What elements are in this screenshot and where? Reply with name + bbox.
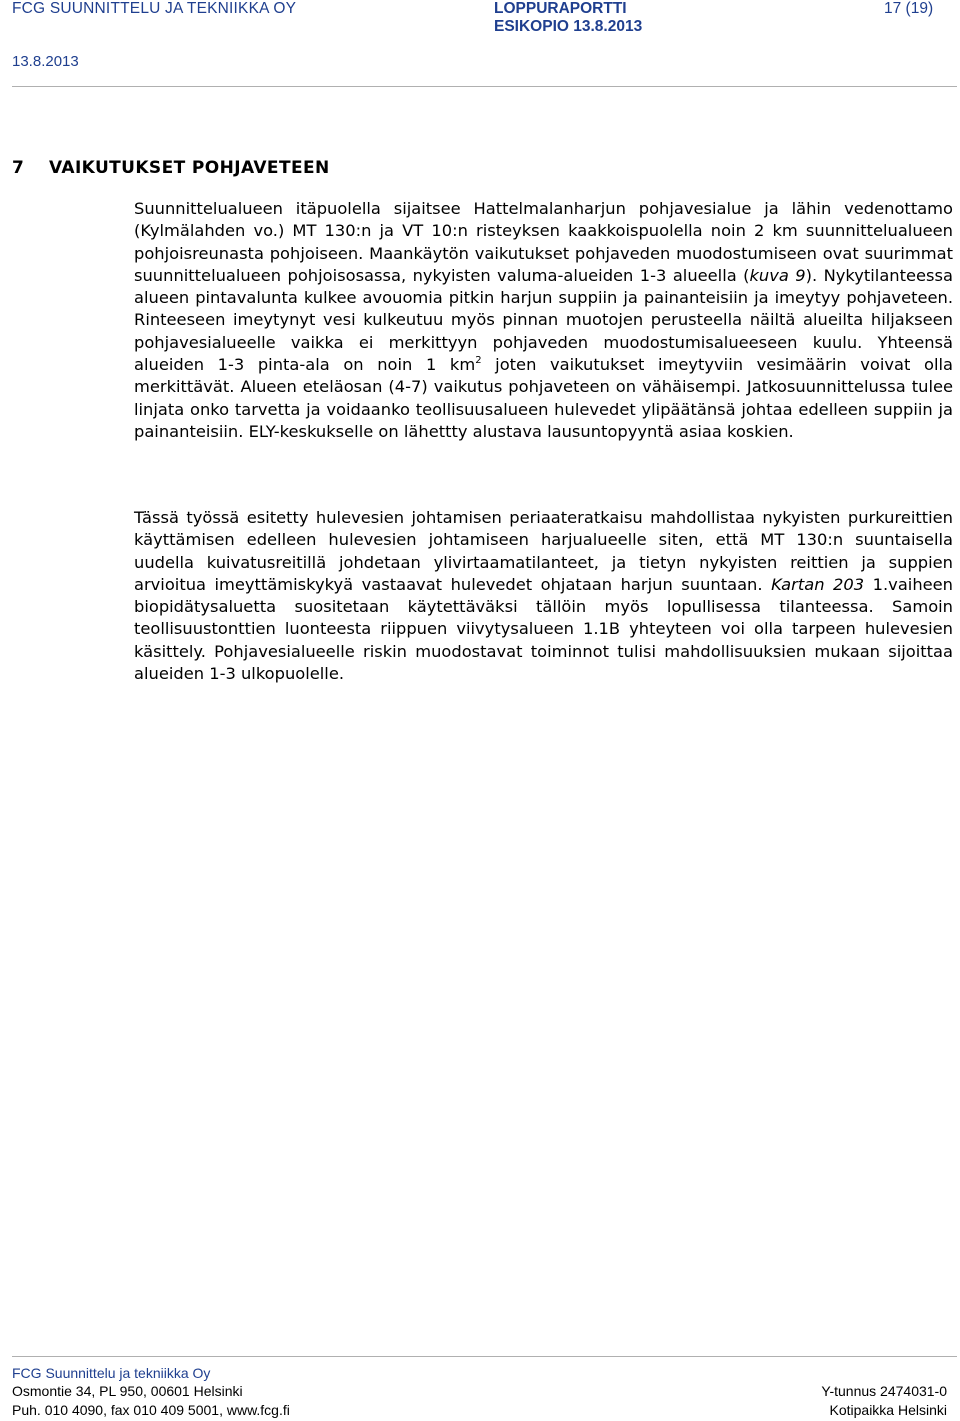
header-company: FCG SUUNNITTELU JA TEKNIIKKA OY — [12, 0, 297, 17]
paragraph-text: ). Nykytilanteessa alueen pintavalunta kulkee avouomia pitkin harjun suppiin ja painanteisiin ja imeytyy pohjaveteen. Rinteeseen imeytynyt vesi kulkeutuu myös pinnan muotojen perusteella näiltä alueilta hiljakseen pohjavesialueelle vaikka ei merkittyyn pohjaveden muodostumisalueeseen kuulu. Yhteensä alueiden 1-3 pinta-ala on noin 1 km — [134, 265, 953, 375]
superscript: 2 — [475, 354, 482, 366]
footer-domicile: Kotipaikka Helsinki — [829, 1402, 947, 1418]
footer-row-address — [12, 1383, 947, 1399]
header-draft: ESIKOPIO 13.8.2013 — [494, 18, 643, 35]
footer-business-id: Y-tunnus 2474031-0 — [821, 1383, 947, 1399]
footer-address: Osmontie 34, PL 950, 00601 Helsinki — [12, 1383, 243, 1399]
footer-contact: Puh. 010 4090, fax 010 409 5001, www.fcg.fi — [12, 1402, 290, 1418]
footer-divider — [12, 1356, 957, 1357]
header-report-info — [494, 0, 642, 36]
section-heading — [12, 158, 330, 178]
section-number: 7 — [12, 158, 25, 178]
map-reference: Kartan 203 — [771, 574, 865, 594]
page-header — [0, 0, 960, 90]
header-page-number: 17 (19) — [884, 0, 934, 17]
footer-row-contact — [12, 1402, 947, 1418]
footer-company: FCG Suunnittelu ja tekniikka Oy — [12, 1365, 211, 1381]
paragraph-text: Tässä työssä esitetty hulevesien johtamisen periaateratkaisu mahdollistaa nykyisten purkureittien käyttämisen edelleen hulevesien johtamiseen harjualueelle siten, että MT 130:n suuntaisella uudella kuivatusreitillä johdetaan ylivirtaamatilanteet, ja tietyn nykyisten reittien ja suppien arvioitua imeyttämiskykyä vastaavat hulevedet ohjataan harjun suuntaan. — [134, 508, 953, 594]
paragraph-text: 1.vaiheen biopidätysaluetta suositetaan käytettäväksi tällöin myös lopullisessa tilanteessa. Samoin teollisuustonttien luonteesta riippuen viivytysalueen 1.1B yhteyteen voi olla tarpeen hulevesien käsittely. Pohjavesialueelle riskin muodostavat toiminnot tulisi mahdollisuuksien mukaan sijoittaa alueiden 1-3 ulkopuolelle. — [134, 574, 953, 684]
header-report-type: LOPPURAPORTTI — [494, 0, 627, 17]
paragraph-text: Suunnittelualueen itäpuolella sijaitsee Hattelmalanharjun pohjavesialue ja lähin vedenottamo (Kylmälahden vo.) MT 130:n ja VT 10:n risteyksen kaakkoispuolella noin 2 km suunnittelualueen pohjoisreunasta pohjoiseen. Maankäytön vaikutukset pohjaveden muodostumiseen ovat suurimmat suunnittelualueen pohjoisosassa, nykyisten valuma-alueiden 1-3 alueella ( — [134, 199, 953, 285]
header-divider — [12, 86, 957, 87]
paragraph-stormwater-solution — [134, 507, 953, 685]
paragraph-text: joten vaikutukset imeytyviin vesimäärin voivat olla merkittävät. Alueen eteläosan (4-7) vaikutus pohjaveteen on vähäisempi. Jatkosuunnittelussa tulee linjata onko tarvetta ja voidaanko teollisuusalueen hulevedet ylipäätänsä johtaa edelleen suppiin ja painanteisiin. ELY-keskukselle on lähettty alustava lausuntopyyntä asiaa koskien. — [134, 355, 953, 441]
paragraph-groundwater-impacts — [134, 198, 953, 443]
figure-reference: kuva 9 — [749, 265, 806, 285]
header-date: 13.8.2013 — [12, 53, 79, 70]
section-title: VAIKUTUKSET POHJAVETEEN — [49, 158, 330, 178]
